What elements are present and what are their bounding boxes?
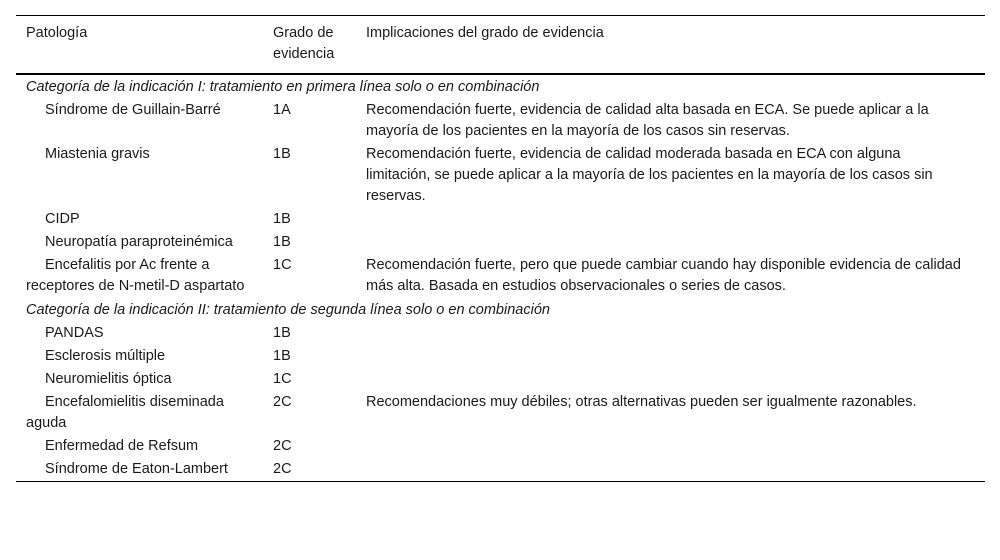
header-row [16,16,985,75]
table-row [16,435,985,458]
implication-cell [356,345,985,368]
implication-cell: Recomendación fuerte, evidencia de calidad alta basada en ECA. Se puede aplicar a la mayoría de los pacientes en la mayoría de los casos sin reservas. [366,102,929,139]
grade-cell: 1B [273,234,291,250]
table-row [16,322,985,345]
implication-cell [356,231,985,254]
grade-cell: 2C [273,394,292,410]
implication-cell [356,458,985,482]
grade-cell: 1B [273,146,291,162]
category-row [16,298,985,322]
pathology-cell: Enfermedad de Refsum [45,438,199,454]
grade-cell: 1C [273,371,292,387]
implication-cell [356,322,985,345]
table-body [16,74,985,482]
category-title: Categoría de la indicación I: tratamiento en primera línea solo o en combinación [26,79,540,95]
implication-cell [356,435,985,458]
table-row [16,143,985,208]
pathology-cell: CIDP [45,211,80,227]
pathology-cell: PANDAS [45,325,104,341]
grade-cell: 2C [273,461,292,477]
table-row [16,458,985,482]
header-implications: Implicaciones del grado de evidencia [366,25,604,41]
pathology-cell: Esclerosis múltiple [45,348,166,364]
pathology-cell: Neuromielitis óptica [45,371,172,387]
pathology-cell: Encefalomielitis diseminada aguda [26,394,224,431]
header-evidence-grade: Grado de evidencia [273,25,335,62]
category-title: Categoría de la indicación II: tratamiento de segunda línea solo o en combinación [26,302,550,318]
implication-cell: Recomendación fuerte, pero que puede cambiar cuando hay disponible evidencia de calidad más alta. Basada en estudios observacionales o series de casos. [366,257,961,294]
implication-cell: Recomendación fuerte, evidencia de calidad moderada basada en ECA con alguna limitación, se puede aplicar a la mayoría de los pacientes en la mayoría de los casos sin reservas. [366,146,933,204]
category-row [16,74,985,99]
implication-cell [356,208,985,231]
grade-cell: 1A [273,102,291,118]
grade-cell: 1B [273,348,291,364]
grade-cell: 1B [273,325,291,341]
pathology-cell: Síndrome de Guillain-Barré [45,102,221,118]
table-row [16,254,985,298]
header-pathology: Patología [26,25,88,41]
grade-cell: 2C [273,438,292,454]
pathology-cell: Síndrome de Eaton-Lambert [45,461,228,477]
table-row [16,391,985,435]
grade-cell: 1C [273,257,292,273]
pathology-cell: Neuropatía paraproteinémica [45,234,233,250]
table-header [16,16,985,75]
evidence-table [16,15,985,482]
implication-cell [356,368,985,391]
table-row [16,231,985,254]
table-row [16,368,985,391]
pathology-cell: Encefalitis por Ac frente a receptores de N-metil-D aspartato [26,257,245,294]
table-row [16,99,985,143]
table-row [16,208,985,231]
table-row [16,345,985,368]
implication-cell: Recomendaciones muy débiles; otras alternativas pueden ser igualmente razonables. [366,394,917,410]
grade-cell: 1B [273,211,291,227]
pathology-cell: Miastenia gravis [45,146,150,162]
